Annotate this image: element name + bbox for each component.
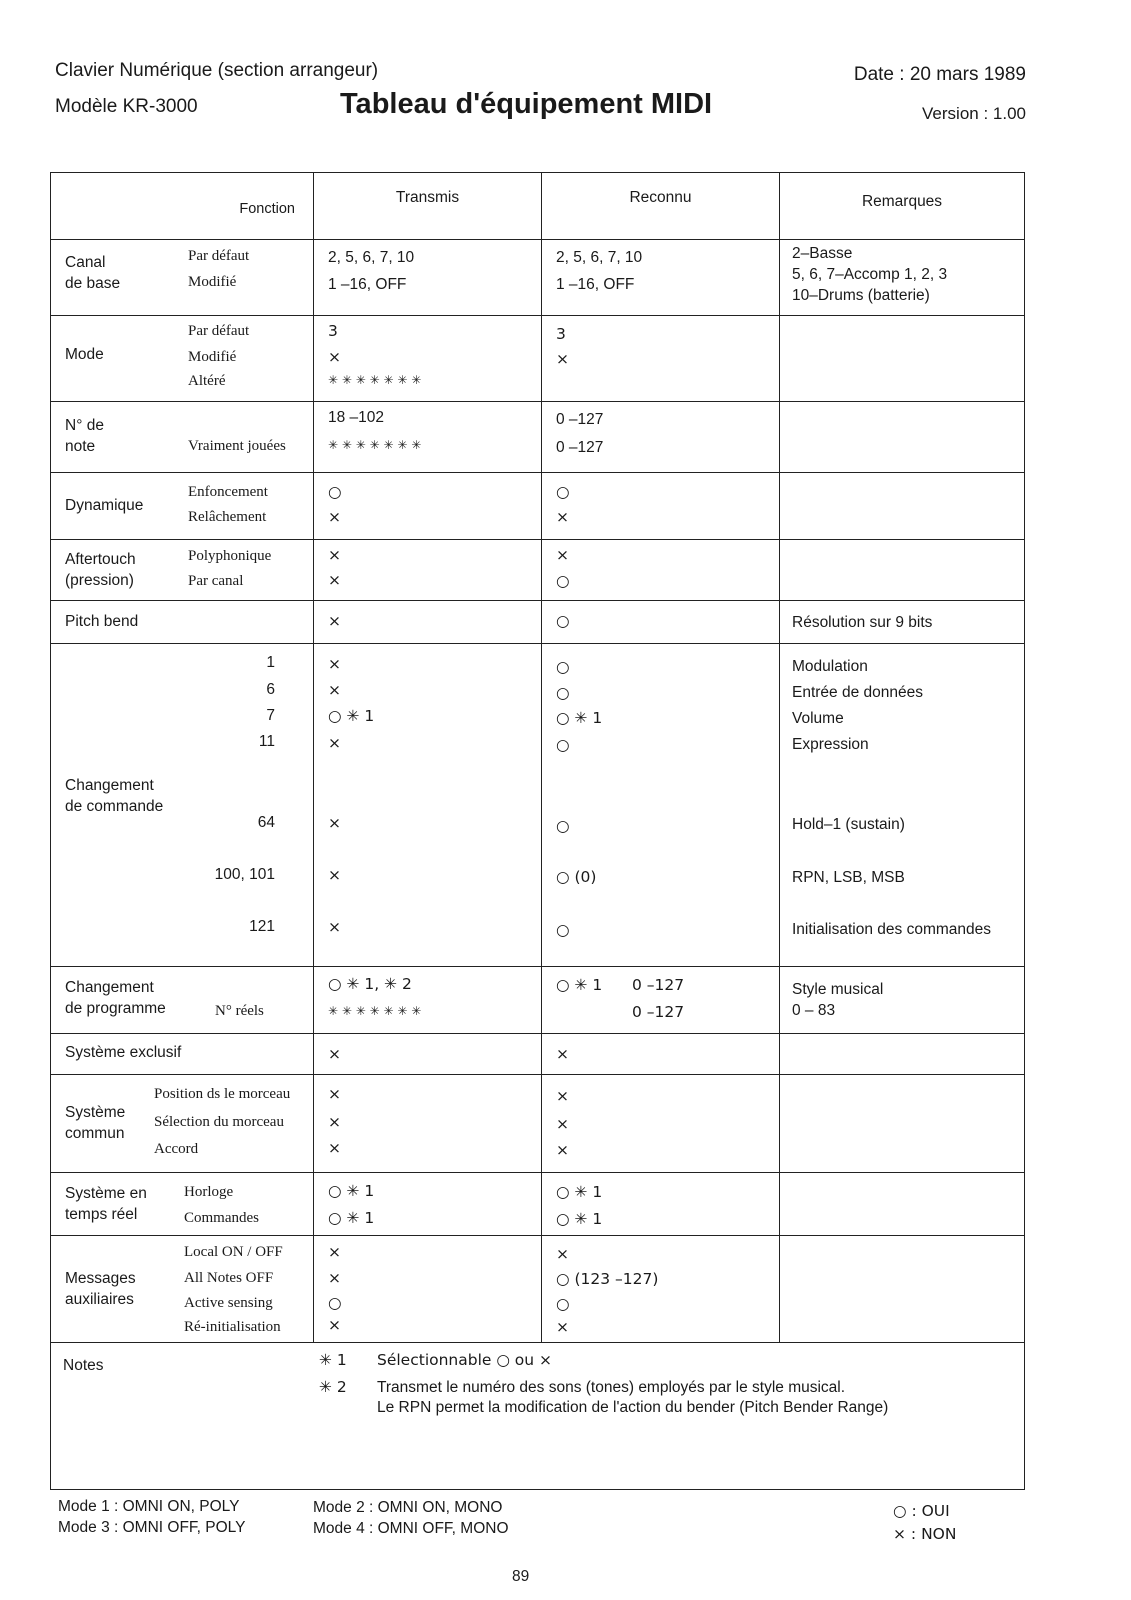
row-sublabel: Modifié <box>188 274 237 290</box>
transmis-value: × <box>328 734 341 752</box>
reconnu-value: 0 –127 <box>556 411 604 428</box>
remarque: 5, 6, 7–Accomp 1, 2, 3 <box>792 266 948 283</box>
reconnu-value: ○ ✳ 1 <box>556 1210 603 1228</box>
cc-number: 6 <box>266 681 275 698</box>
page-title: Tableau d'équipement MIDI <box>340 88 713 120</box>
transmis-value: ○ ✳ 1 <box>328 1209 375 1227</box>
row-label: de programme <box>65 1000 166 1017</box>
mode-1: Mode 1 : OMNI ON, POLY <box>58 1498 240 1515</box>
row-label: note <box>65 438 96 455</box>
table-row <box>51 1173 1025 1236</box>
table-row <box>51 1034 1025 1075</box>
note-1-text: Sélectionnable ○ ou × <box>377 1351 553 1369</box>
transmis-value: ○ <box>328 1294 342 1312</box>
table-row <box>51 1236 1025 1343</box>
row-sublabel: Par défaut <box>188 248 250 264</box>
transmis-value: ✳ ✳ ✳ ✳ ✳ ✳ ✳ <box>328 438 422 452</box>
mode-2: Mode 2 : OMNI ON, MONO <box>313 1499 503 1516</box>
remarque: Expression <box>792 736 869 753</box>
reconnu-value: × <box>556 508 569 526</box>
remarque: 2–Basse <box>792 245 853 262</box>
row-sublabel: Active sensing <box>184 1295 273 1311</box>
reconnu-value: ○ <box>556 483 570 501</box>
transmis-value: × <box>328 918 341 936</box>
transmis-value: × <box>328 814 341 832</box>
row-sublabel: Sélection du morceau <box>154 1114 284 1130</box>
reconnu-value: × <box>556 1245 569 1263</box>
transmis-value: × <box>328 1139 341 1157</box>
transmis-value: 2, 5, 6, 7, 10 <box>328 249 415 266</box>
transmis-value: × <box>328 546 341 564</box>
transmis-value: ○ ✳ 1, ✳ 2 <box>328 975 412 993</box>
row-label: Système en <box>65 1185 147 1202</box>
reconnu-value: ○ <box>556 1295 570 1313</box>
row-label: Changement <box>65 777 154 794</box>
reconnu-value: ○ (123 –127) <box>556 1270 659 1288</box>
header-line-1: Clavier Numérique (section arrangeur) <box>55 60 379 81</box>
header-line-2: Modèle KR-3000 <box>55 96 198 117</box>
transmis-value: 3 <box>328 322 338 340</box>
notes-label: Notes <box>63 1357 104 1374</box>
reconnu-value: ○ <box>556 572 570 590</box>
remarque: Style musical <box>792 981 884 998</box>
row-label: de base <box>65 275 121 292</box>
transmis-value: × <box>328 508 341 526</box>
reconnu-value: ○ ✳ 1 <box>556 976 603 994</box>
row-label: Canal <box>65 254 106 271</box>
reconnu-value: × <box>556 1115 569 1133</box>
transmis-value: 18 –102 <box>328 409 385 426</box>
legend-yes: ○ : OUI <box>893 1502 950 1520</box>
transmis-value: × <box>328 612 341 630</box>
table-row <box>51 402 1025 473</box>
row-label: (pression) <box>65 572 134 589</box>
reconnu-value: 0 –127 <box>632 1003 685 1021</box>
row-sublabel: Par défaut <box>188 323 250 339</box>
row-label: Dynamique <box>65 497 144 514</box>
reconnu-value: × <box>556 1087 569 1105</box>
row-label: commun <box>65 1125 125 1142</box>
transmis-value: × <box>328 1243 341 1261</box>
remarque: Initialisation des commandes <box>792 921 992 938</box>
transmis-value: ○ ✳ 1 <box>328 707 375 725</box>
remarque: Résolution sur 9 bits <box>792 614 933 631</box>
row-label: Changement <box>65 979 154 996</box>
reconnu-value: ○ ✳ 1 <box>556 1183 603 1201</box>
table-row <box>51 644 1025 967</box>
row-sublabel: Enfoncement <box>188 484 268 500</box>
transmis-value: × <box>328 571 341 589</box>
remarque: Volume <box>792 710 844 727</box>
reconnu-value: × <box>556 1318 569 1336</box>
table-header-row <box>51 173 1025 240</box>
row-sublabel: Commandes <box>184 1210 259 1226</box>
table-row <box>51 601 1025 644</box>
table-row <box>51 473 1025 540</box>
row-label: auxiliaires <box>65 1291 134 1308</box>
row-sublabel: Polyphonique <box>188 548 272 564</box>
reconnu-value: ○ <box>556 658 570 676</box>
reconnu-value: × <box>556 350 569 368</box>
row-sublabel: Horloge <box>184 1184 234 1200</box>
reconnu-value: ○ <box>556 684 570 702</box>
remarque: Hold–1 (sustain) <box>792 816 905 833</box>
remarque: 0 – 83 <box>792 1002 836 1019</box>
table-row <box>51 316 1025 402</box>
col-remarques: Remarques <box>861 193 943 210</box>
transmis-value: ✳ ✳ ✳ ✳ ✳ ✳ ✳ <box>328 373 422 387</box>
reconnu-value: ○ <box>556 736 570 754</box>
row-sublabel: Altéré <box>188 373 226 389</box>
row-label: Pitch bend <box>65 613 139 630</box>
transmis-value: × <box>328 655 341 673</box>
row-sublabel: N° réels <box>215 1003 264 1019</box>
row-label: Système <box>65 1104 126 1121</box>
reconnu-value: 0 –127 <box>556 439 604 456</box>
transmis-value: ○ ✳ 1 <box>328 1182 375 1200</box>
cc-number: 1 <box>266 654 275 671</box>
reconnu-value: 2, 5, 6, 7, 10 <box>556 249 643 266</box>
transmis-value: 1 –16, OFF <box>328 276 407 293</box>
cc-number: 11 <box>258 733 275 750</box>
mode-3: Mode 3 : OMNI OFF, POLY <box>58 1519 246 1536</box>
transmis-value: × <box>328 866 341 884</box>
note-1-mark: ✳ 1 <box>319 1351 347 1369</box>
note-2-text: Transmet le numéro des sons (tones) employés par le style musical. <box>377 1379 846 1396</box>
transmis-value: ○ <box>328 483 342 501</box>
reconnu-value: × <box>556 546 569 564</box>
legend-no: × : NON <box>893 1525 957 1543</box>
row-sublabel: Position ds le morceau <box>154 1086 291 1102</box>
col-transmis: Transmis <box>395 189 460 206</box>
version: Version : 1.00 <box>922 104 1026 123</box>
cc-number: 7 <box>266 707 275 724</box>
cc-number: 64 <box>257 814 275 831</box>
row-sublabel: Modifié <box>188 349 237 365</box>
table-row <box>51 540 1025 601</box>
transmis-value: × <box>328 1085 341 1103</box>
row-label: de commande <box>65 798 164 815</box>
remarque: Modulation <box>792 658 868 675</box>
cc-number: 121 <box>249 918 275 935</box>
page-number: 89 <box>512 1568 530 1585</box>
row-label: Mode <box>65 346 104 363</box>
table-row <box>51 967 1025 1034</box>
note-2-text: Le RPN permet la modification de l'action du bender (Pitch Bender Range) <box>377 1399 889 1416</box>
row-label: Messages <box>65 1270 136 1287</box>
reconnu-value: ○ <box>556 817 570 835</box>
transmis-value: × <box>328 1316 341 1334</box>
reconnu-value: ○ <box>556 612 570 630</box>
transmis-value: × <box>328 1045 341 1063</box>
reconnu-value: × <box>556 1045 569 1063</box>
transmis-value: ✳ ✳ ✳ ✳ ✳ ✳ ✳ <box>328 1004 422 1018</box>
reconnu-value: × <box>556 1141 569 1159</box>
row-sublabel: All Notes OFF <box>184 1270 274 1286</box>
date: Date : 20 mars 1989 <box>853 64 1026 85</box>
row-label: Système exclusif <box>65 1044 182 1061</box>
reconnu-value: 0 –127 <box>632 976 685 994</box>
transmis-value: × <box>328 348 341 366</box>
transmis-value: × <box>328 1113 341 1131</box>
table-row <box>51 1075 1025 1173</box>
reconnu-value: 3 <box>556 325 566 343</box>
col-fonction: Fonction <box>239 201 295 217</box>
row-sublabel: Relâchement <box>188 509 267 525</box>
row-sublabel: Par canal <box>188 573 244 589</box>
remarque: 10–Drums (batterie) <box>792 287 930 304</box>
cc-number: 100, 101 <box>214 866 275 883</box>
row-label: N° de <box>65 417 104 434</box>
midi-table <box>50 172 1025 1490</box>
reconnu-value: ○ (0) <box>556 868 597 886</box>
reconnu-value: ○ <box>556 921 570 939</box>
table-row <box>51 240 1025 316</box>
transmis-value: × <box>328 681 341 699</box>
reconnu-value: 1 –16, OFF <box>556 276 635 293</box>
col-reconnu: Reconnu <box>629 189 692 206</box>
row-label: temps réel <box>65 1206 138 1223</box>
reconnu-value: ○ ✳ 1 <box>556 709 603 727</box>
row-sublabel: Local ON / OFF <box>184 1244 283 1260</box>
row-sublabel: Ré-initialisation <box>184 1319 281 1335</box>
notes-row <box>51 1343 1025 1490</box>
mode-4: Mode 4 : OMNI OFF, MONO <box>313 1520 509 1537</box>
row-sublabel: Accord <box>154 1141 199 1157</box>
row-sublabel: Vraiment jouées <box>188 438 286 454</box>
transmis-value: × <box>328 1269 341 1287</box>
row-label: Aftertouch <box>65 551 136 568</box>
remarque: Entrée de données <box>792 684 923 701</box>
remarque: RPN, LSB, MSB <box>792 869 905 886</box>
note-2-mark: ✳ 2 <box>319 1378 347 1396</box>
